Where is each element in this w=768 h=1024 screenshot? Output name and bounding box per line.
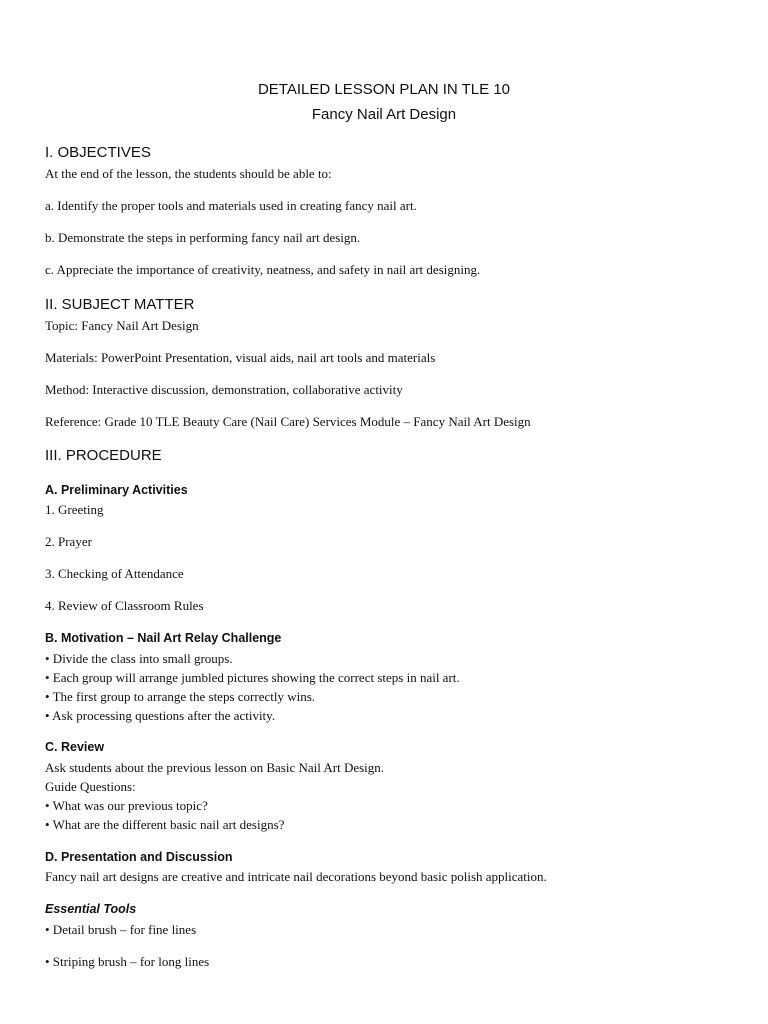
document-subtitle: Fancy Nail Art Design (311, 106, 457, 123)
document-title: DETAILED LESSON PLAN IN TLE 10 (257, 81, 511, 98)
preliminary-item: 1. Greeting (45, 502, 104, 517)
motivation-item: • Divide the class into small groups. (45, 651, 233, 666)
motivation-item: • Ask processing questions after the activity. (45, 708, 276, 723)
subject-matter-item: Topic: Fancy Nail Art Design (45, 318, 199, 333)
tool-item: • Detail brush – for fine lines (45, 922, 197, 937)
objectives-heading: I. OBJECTIVES (45, 144, 151, 161)
preliminary-item: 3. Checking of Attendance (45, 566, 184, 581)
subject-matter-heading: II. SUBJECT MATTER (45, 296, 195, 313)
subject-matter-item: Reference: Grade 10 TLE Beauty Care (Nail Care) Services Module – Fancy Nail Art Design (45, 414, 531, 429)
guide-questions-label: Guide Questions: (45, 779, 136, 794)
objective-item: b. Demonstrate the steps in performing fancy nail art design. (45, 230, 361, 245)
objective-item: c. Appreciate the importance of creativity, neatness, and safety in nail art designing. (45, 262, 481, 277)
motivation-heading: B. Motivation – Nail Art Relay Challenge (45, 631, 282, 645)
guide-question-item: • What are the different basic nail art designs? (45, 817, 285, 832)
procedure-heading: III. PROCEDURE (45, 447, 162, 464)
preliminary-item: 4. Review of Classroom Rules (45, 598, 204, 613)
motivation-item: • Each group will arrange jumbled pictures showing the correct steps in nail art. (45, 670, 460, 685)
objective-item: a. Identify the proper tools and materials used in creating fancy nail art. (45, 198, 417, 213)
presentation-text: Fancy nail art designs are creative and intricate nail decorations beyond basic polish application. (45, 869, 547, 884)
essential-tools-heading: Essential Tools (45, 902, 137, 916)
review-intro: Ask students about the previous lesson on Basic Nail Art Design. (45, 760, 385, 775)
guide-question-item: • What was our previous topic? (45, 798, 208, 813)
subject-matter-item: Materials: PowerPoint Presentation, visual aids, nail art tools and materials (45, 350, 436, 365)
presentation-heading: D. Presentation and Discussion (45, 850, 233, 864)
review-heading: C. Review (45, 740, 105, 754)
preliminary-item: 2. Prayer (45, 534, 92, 549)
motivation-item: • The first group to arrange the steps correctly wins. (45, 689, 316, 704)
subject-matter-item: Method: Interactive discussion, demonstration, collaborative activity (45, 382, 403, 397)
preliminary-heading: A. Preliminary Activities (45, 483, 188, 497)
objectives-intro: At the end of the lesson, the students should be able to: (45, 166, 332, 181)
tool-item: • Striping brush – for long lines (45, 954, 210, 969)
